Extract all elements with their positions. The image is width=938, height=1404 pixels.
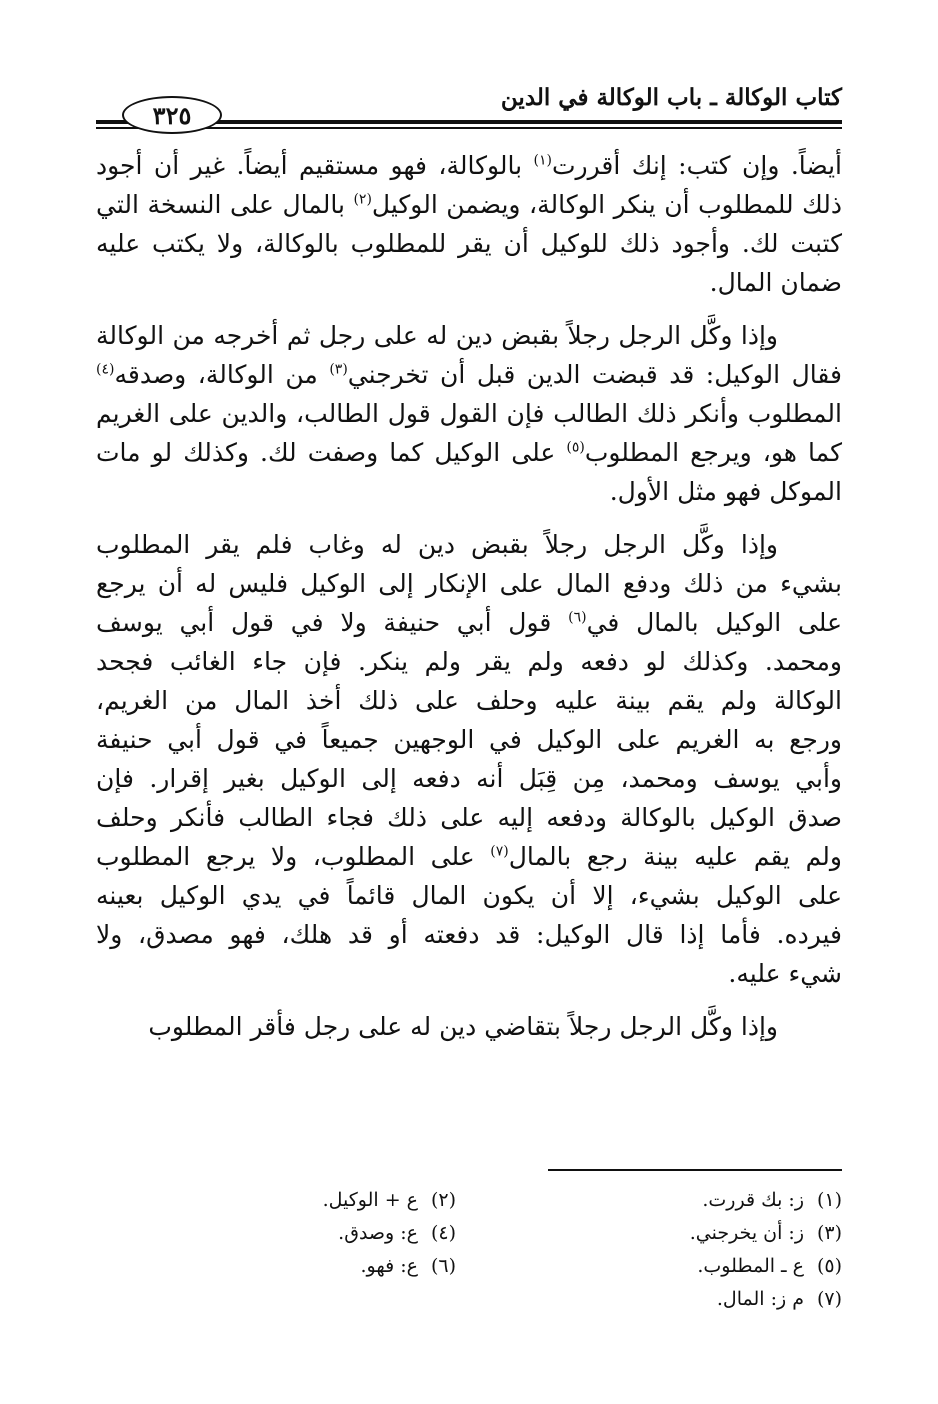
page-number-badge: ٣٢٥: [122, 96, 222, 134]
footnote-number: (٤): [430, 1222, 456, 1244]
text-segment: على الوكيل بشيء، إلا أن يكون المال قائماً في يدي الوكيل بعينه: [96, 881, 842, 910]
footnote-number: (٢): [430, 1189, 456, 1211]
footnote-item: [542, 1283, 842, 1316]
text-segment: الموكل فهو مثل الأول.: [609, 477, 842, 506]
text-segment: أيضاً. وإن كتب: إنك أقررت: [552, 151, 842, 180]
paragraph: [96, 1007, 842, 1046]
footnote-marker: (٤): [96, 361, 115, 378]
text-segment: وإذا وكَّل الرجل رجلاً بتقاضي دين له على رجل فأقر المطلوب: [148, 1012, 778, 1041]
footnote-text: ز: بك قررت.: [702, 1189, 804, 1211]
paragraph: [96, 316, 842, 511]
footnote-number: (١): [816, 1189, 842, 1211]
paragraph: [96, 525, 842, 993]
text-segment: ضمان المال.: [709, 268, 842, 297]
footnote-number: (٧): [816, 1288, 842, 1310]
text-line: [96, 394, 842, 433]
text-line: [96, 1007, 842, 1046]
text-segment: ورجع به الغريم على الوكيل في الوجهين جميعاً في قول أبي حنيفة: [96, 725, 842, 754]
footnote-number: (٥): [816, 1255, 842, 1277]
footnote-text: ع: فهو.: [360, 1255, 418, 1277]
footnote-item: [156, 1184, 456, 1217]
footnote-separator: [548, 1169, 842, 1171]
text-segment: بالوكالة، فهو مستقيم أيضاً. غير أن أجود: [96, 151, 534, 180]
footnote-item: [156, 1250, 456, 1283]
text-segment: على المطلوب، ولا يرجع المطلوب: [96, 842, 491, 871]
text-segment: الوكالة ولم يقم بينة عليه وحلف على ذلك أخذ المال من الغريم،: [96, 686, 842, 715]
footnote-text: ز: أن يخرجني.: [689, 1222, 804, 1244]
body-text: [96, 146, 842, 1046]
text-segment: فيرده. فأما إذا قال الوكيل: قد دفعته أو قد هلك، فهو مصدق، ولا: [96, 920, 842, 949]
text-segment: بشيء من ذلك ودفع المال على الإنكار إلى الوكيل فليس له أن يرجع: [96, 569, 842, 598]
text-line: [96, 759, 842, 798]
text-segment: كما هو، ويرجع المطلوب: [584, 438, 842, 467]
footnote-marker: (١): [533, 152, 553, 169]
text-line: [96, 720, 842, 759]
text-segment: فقال الوكيل: قد قبضت الدين قبل أن تخرجني: [347, 360, 842, 389]
text-segment: قول أبي حنيفة ولا في قول أبي يوسف: [96, 608, 569, 637]
text-segment: على الوكيل بالمال في: [586, 608, 842, 637]
footnote-marker: (٣): [329, 361, 348, 378]
text-line: [96, 316, 842, 355]
text-line: [96, 224, 842, 263]
footnote-marker: (٦): [568, 609, 587, 626]
text-line: [96, 433, 842, 472]
footnote-text: ع: وصدق.: [338, 1222, 418, 1244]
footnote-marker: (٥): [566, 439, 585, 456]
running-head-title: كتاب الوكالة ـ باب الوكالة في الدين: [500, 84, 842, 111]
footnote-item: [156, 1217, 456, 1250]
footnote-item: [542, 1250, 842, 1283]
text-segment: على الوكيل كما وصفت لك. وكذلك لو مات: [96, 438, 567, 467]
text-segment: من الوكالة، وصدقه: [114, 360, 330, 389]
footnotes-column-right: [542, 1184, 842, 1316]
text-line: [96, 642, 842, 681]
paragraph: [96, 146, 842, 302]
text-line: [96, 185, 842, 224]
footnote-item: [542, 1184, 842, 1217]
text-segment: شيء عليه.: [728, 959, 842, 988]
text-line: [96, 355, 842, 394]
text-line: [96, 525, 842, 564]
text-line: [96, 798, 842, 837]
footnote-marker: (٧): [490, 843, 509, 860]
text-line: [96, 146, 842, 185]
footnote-number: (٣): [816, 1222, 842, 1244]
text-line: [96, 954, 842, 993]
footnote-text: ع ـ المطلوب.: [697, 1255, 804, 1277]
text-segment: ولم يقم عليه بينة رجع بالمال: [508, 842, 842, 871]
text-segment: بالمال على النسخة التي: [96, 190, 354, 219]
text-segment: صدق الوكيل بالوكالة ودفعه إليه على ذلك فجاء الطالب فأنكر وحلف: [96, 803, 842, 832]
text-line: [96, 876, 842, 915]
text-segment: وأبي يوسف ومحمد، مِن قِبَل أنه دفعه إلى الوكيل بغير إقرار. فإن: [96, 764, 842, 793]
footnote-text: م ز: المال.: [716, 1288, 804, 1310]
text-line: [96, 603, 842, 642]
text-segment: وإذا وكَّل الرجل رجلاً بقبض دين له وغاب فلم يقر المطلوب: [96, 530, 778, 559]
text-segment: ذلك للمطلوب أن ينكر الوكالة، ويضمن الوكيل: [371, 190, 842, 219]
text-line: [96, 915, 842, 954]
footnote-marker: (٢): [353, 191, 372, 208]
text-line: [96, 837, 842, 876]
text-line: [96, 564, 842, 603]
text-segment: وإذا وكَّل الرجل رجلاً بقبض دين له على رجل ثم أخرجه من الوكالة: [96, 321, 778, 350]
text-line: [96, 472, 842, 511]
footnote-number: (٦): [430, 1255, 456, 1277]
text-line: [96, 263, 842, 302]
text-segment: ومحمد. وكذلك لو دفعه ولم يقر ولم ينكر. فإن جاء الغائب فجحد: [96, 647, 842, 676]
footnote-text: ع + الوكيل.: [322, 1189, 418, 1211]
footnote-item: [542, 1217, 842, 1250]
text-line: [96, 681, 842, 720]
text-segment: كتبت لك. وأجود ذلك للوكيل أن يقر للمطلوب بالوكالة، ولا يكتب عليه: [96, 229, 842, 258]
footnotes-column-left: [156, 1184, 456, 1283]
text-segment: المطلوب وأنكر ذلك الطالب فإن القول قول الطالب، والدين على الغريم: [96, 399, 842, 428]
